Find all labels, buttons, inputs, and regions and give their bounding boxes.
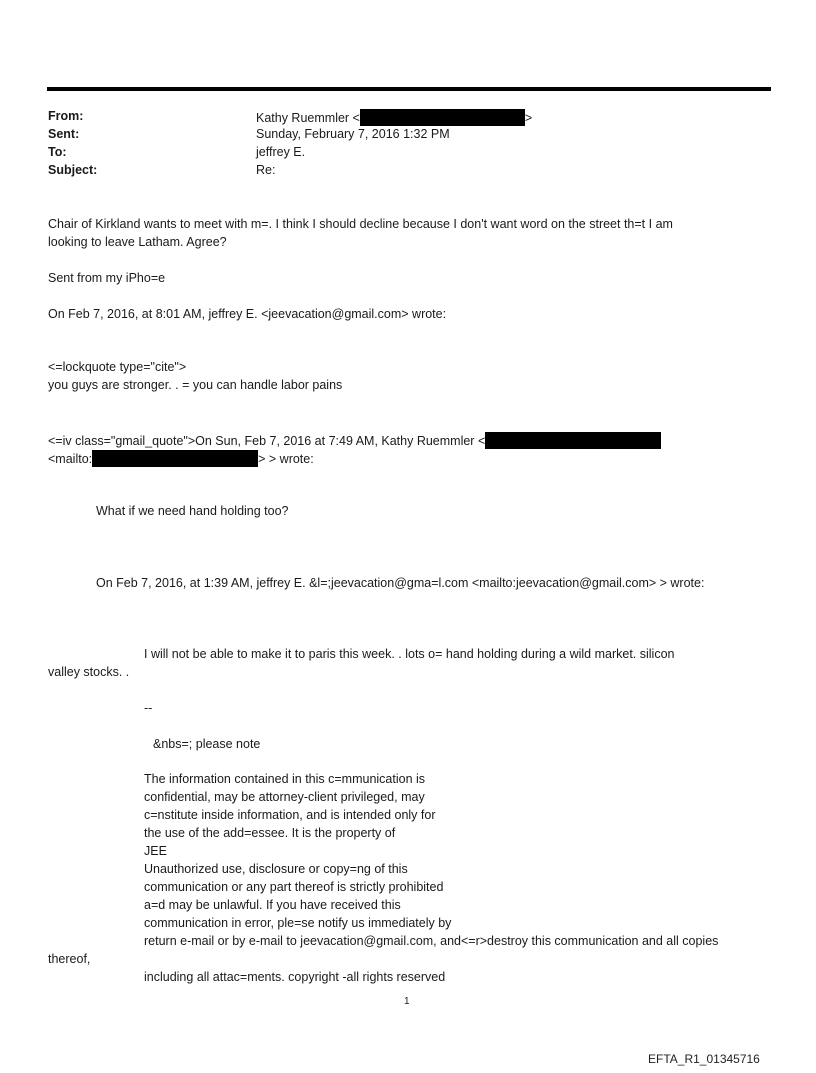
disclaimer-line: a=d may be unlawful. If you have received this: [144, 898, 401, 912]
quote-header-1: On Feb 7, 2016, at 8:01 AM, jeffrey E. <jeevacation@gmail.com> wrote:: [48, 307, 447, 321]
valley-line: valley stocks. .: [48, 665, 130, 679]
stronger-line: you guys are stronger. . = you can handle labor pains: [48, 378, 343, 392]
bates-number: EFTA_R1_01345716: [648, 1052, 760, 1066]
to-label: To:: [48, 145, 67, 159]
disclaimer-line: JEE: [144, 844, 167, 858]
copyright-line: including all attac=ments. copyright -all rights reserved: [144, 970, 446, 984]
redaction-box: [360, 109, 525, 126]
page-number: 1: [404, 996, 410, 1007]
disclaimer-line: communication in error, ple=se notify us immediately by: [144, 916, 452, 930]
signature-dashes: --: [144, 701, 153, 715]
disclaimer-line: Unauthorized use, disclosure or copy=ng of this: [144, 862, 408, 876]
subject-label: Subject:: [48, 163, 98, 177]
sent-value: Sunday, February 7, 2016 1:32 PM: [256, 127, 450, 141]
hand-holding-line: What if we need hand holding too?: [96, 504, 289, 518]
blockquote-line: <=lockquote type="cite">: [48, 360, 187, 374]
subject-value: Re:: [256, 163, 276, 177]
from-name: Kathy Ruemmler <: [256, 111, 360, 125]
header-rule: [47, 87, 771, 91]
sent-label: Sent:: [48, 127, 80, 141]
disclaimer-line: communication or any part thereof is strictly prohibited: [144, 880, 444, 894]
from-close: >: [524, 111, 533, 125]
please-note-line: &nbs=; please note: [153, 737, 261, 751]
disclaimer-line: the use of the add=essee. It is the property of: [144, 826, 396, 840]
redaction-box: [485, 432, 661, 449]
from-label: From:: [48, 109, 84, 123]
gmail-quote-text: <=iv class="gmail_quote">On Sun, Feb 7, 2016 at 7:49 AM, Kathy Ruemmler <: [48, 434, 486, 448]
sent-from-line: Sent from my iPho=e: [48, 271, 166, 285]
body-line-1: Chair of Kirkland wants to meet with m=. I think I should decline because I don't want word on the street th=t I am: [48, 217, 673, 231]
from-value: [256, 109, 532, 126]
body-line-2: looking to leave Latham. Agree?: [48, 235, 227, 249]
gmail-quote-line: [48, 432, 661, 449]
mailto-text: <mailto:: [48, 452, 93, 466]
disclaimer-line: The information contained in this c=mmunication is: [144, 772, 426, 786]
mailto-end: > > wrote:: [258, 452, 314, 466]
to-value: jeffrey E.: [256, 145, 306, 159]
disclaimer-line: return e-mail or by e-mail to jeevacation@gmail.com, and<=r>destroy this communication and all copies: [144, 934, 719, 948]
paris-line: I will not be able to make it to paris this week. . lots o= hand holding during a wild market. silicon: [144, 647, 675, 661]
mailto-line: [48, 450, 314, 467]
quote-header-2: On Feb 7, 2016, at 1:39 AM, jeffrey E. &l=;jeevacation@gma=l.com <mailto:jeevacation@gmail.com> > wrote:: [96, 576, 705, 590]
thereof-line: thereof,: [48, 952, 91, 966]
redaction-box: [92, 450, 258, 467]
disclaimer-line: c=nstitute inside information, and is intended only for: [144, 808, 436, 822]
disclaimer-line: confidential, may be attorney-client privileged, may: [144, 790, 425, 804]
